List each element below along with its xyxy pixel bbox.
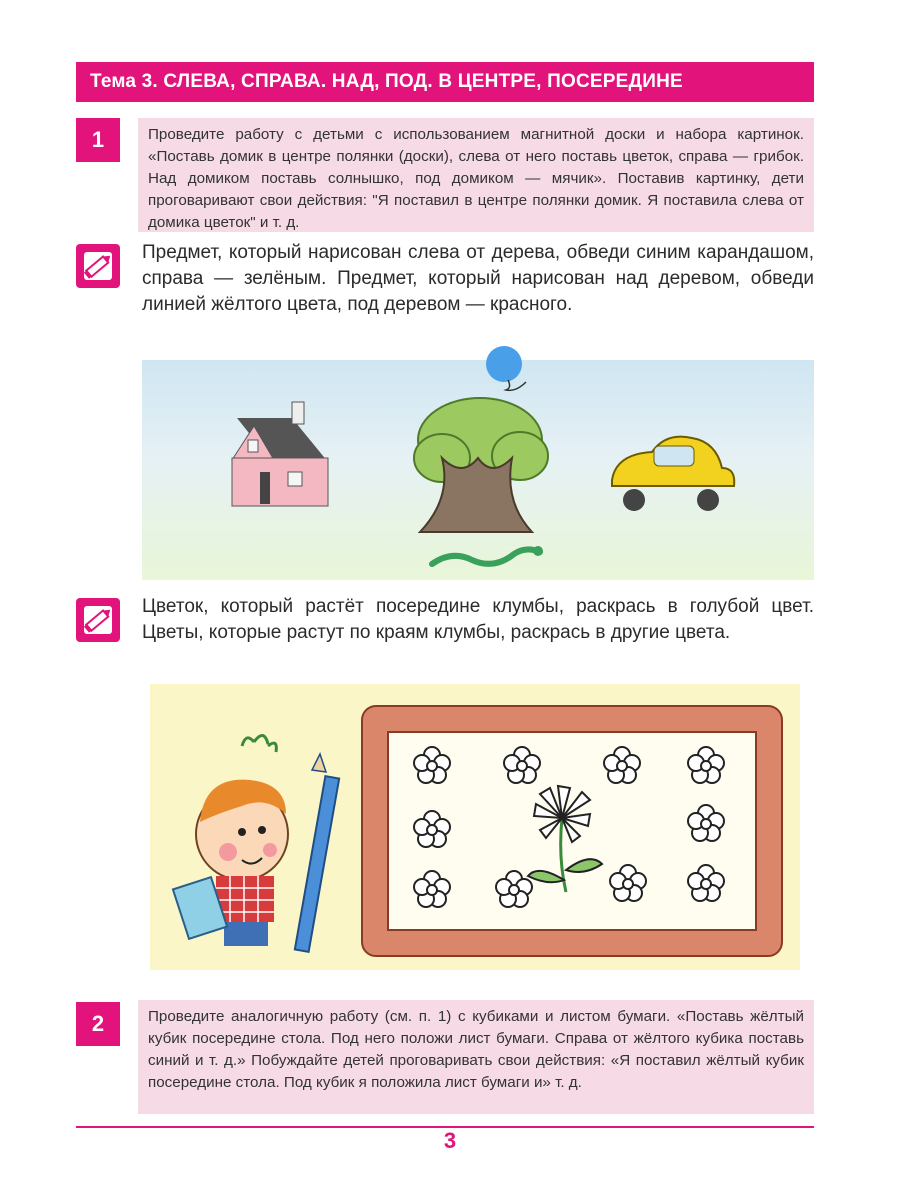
pencil-icon: [76, 598, 120, 642]
pencil-icon: [76, 244, 120, 288]
tree-scene-illustration: [142, 340, 814, 580]
topic-title: Тема 3. СЛЕВА, СПРАВА. НАД, ПОД. В ЦЕНТРЕ, ПОСЕРЕДИНЕ: [76, 62, 814, 102]
exercise-2-instruction: Цветок, который растёт посередине клумбы, раскрась в голубой цвет. Цветы, которые растут по краям клумбы, раскрась в другие цвета.: [142, 596, 814, 643]
page-number: 3: [443, 1128, 457, 1153]
task-number-2: 2: [76, 1002, 120, 1046]
teacher-note-1: Проведите работу с детьми с использованием магнитной доски и набора картинок. «Поставь домик в центре полянки (доски), слева от него поставь цветок, справа — грибок. Над домиком поставь солнышко, под домиком — мячик». Поставив картинку, дети проговаривают свои действия: "Я поставил в центре полянки домик. Я поставила слева от домика цветок" и т. д.: [138, 118, 814, 232]
teacher-note-2: Проведите аналогичную работу (см. п. 1) с кубиками и листом бумаги. «Поставь жёлтый кубик посередине стола. Под него положи лист бумаги. Справа от жёлтого кубика поставь синий и т. д.» Побуждайте детей проговаривать свои действия: «Я поставил жёлтый кубик посередине стола. Под кубик я положила лист бумаги и» т. д.: [138, 1000, 814, 1114]
exercise-1-instruction: Предмет, который нарисован слева от дерева, обведи синим карандашом, справа — зелёным. Предмет, который нарисован над деревом, обведи линией жёлтого цвета, под деревом — красного.: [142, 242, 814, 315]
flowerbed-illustration: [150, 684, 800, 970]
task-number-1: 1: [76, 118, 120, 162]
